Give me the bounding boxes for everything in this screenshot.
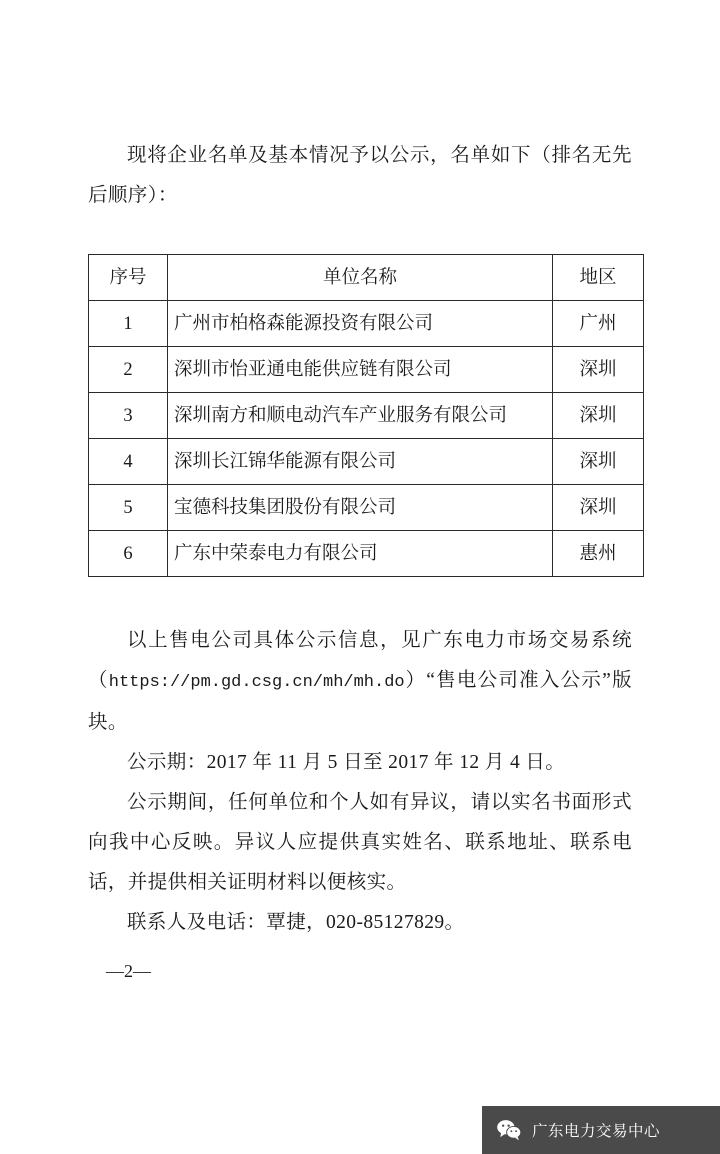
cell-region: 广州 <box>553 301 644 347</box>
cell-index: 3 <box>89 393 168 439</box>
cell-region: 深圳 <box>553 485 644 531</box>
system-url: https://pm.gd.csg.cn/mh/mh.do <box>108 673 405 692</box>
table-row <box>89 531 644 577</box>
cell-region: 深圳 <box>553 393 644 439</box>
cell-index: 4 <box>89 439 168 485</box>
publicity-period-paragraph: 公示期：2017 年 11 月 5 日至 2017 年 12 月 4 日。 <box>127 752 566 773</box>
table-header-row <box>89 255 644 301</box>
cell-region: 深圳 <box>553 347 644 393</box>
cell-company-name: 深圳市怡亚通电能供应链有限公司 <box>168 347 553 393</box>
cell-company-name: 深圳长江锦华能源有限公司 <box>168 439 553 485</box>
system-info-text-part1: 以上售电公司具体公示信息，见广东电力市场交易系统（ <box>88 630 632 691</box>
intro-paragraph: 现将企业名单及基本情况予以公示，名单如下（排名无先后顺序）： <box>88 145 632 206</box>
wechat-footer-badge <box>482 1106 720 1154</box>
wechat-account-name: 广东电力交易中心 <box>532 1123 661 1140</box>
table-row <box>89 485 644 531</box>
table-header <box>89 255 644 301</box>
table-body <box>89 301 644 577</box>
objection-paragraph: 公示期间，任何单位和个人如有异议，请以实名书面形式向我中心反映。异议人应提供真实姓名、联系地址、联系电话，并提供相关证明材料以便核实。 <box>88 792 632 893</box>
wechat-icon <box>496 1119 522 1141</box>
cell-index: 2 <box>89 347 168 393</box>
header-company-name: 单位名称 <box>168 255 553 301</box>
header-region: 地区 <box>553 255 644 301</box>
cell-company-name: 广州市柏格森能源投资有限公司 <box>168 301 553 347</box>
cell-index: 1 <box>89 301 168 347</box>
cell-index: 6 <box>89 531 168 577</box>
table-row <box>89 439 644 485</box>
contact-paragraph: 联系人及电话：覃捷，020-85127829。 <box>127 912 465 933</box>
header-index: 序号 <box>89 255 168 301</box>
document-page <box>0 136 720 1154</box>
system-info-text-part2: ）“售电公司准入公示”版块。 <box>88 670 632 733</box>
cell-company-name: 广东中荣泰电力有限公司 <box>168 531 553 577</box>
table-row <box>89 347 644 393</box>
table-row <box>89 393 644 439</box>
cell-region: 深圳 <box>553 439 644 485</box>
table-row <box>89 301 644 347</box>
company-list-table <box>88 254 644 577</box>
system-info-paragraph <box>88 621 632 743</box>
page-number: —2— <box>106 961 151 981</box>
cell-region: 惠州 <box>553 531 644 577</box>
cell-company-name: 宝德科技集团股份有限公司 <box>168 485 553 531</box>
cell-company-name: 深圳南方和顺电动汽车产业服务有限公司 <box>168 393 553 439</box>
cell-index: 5 <box>89 485 168 531</box>
